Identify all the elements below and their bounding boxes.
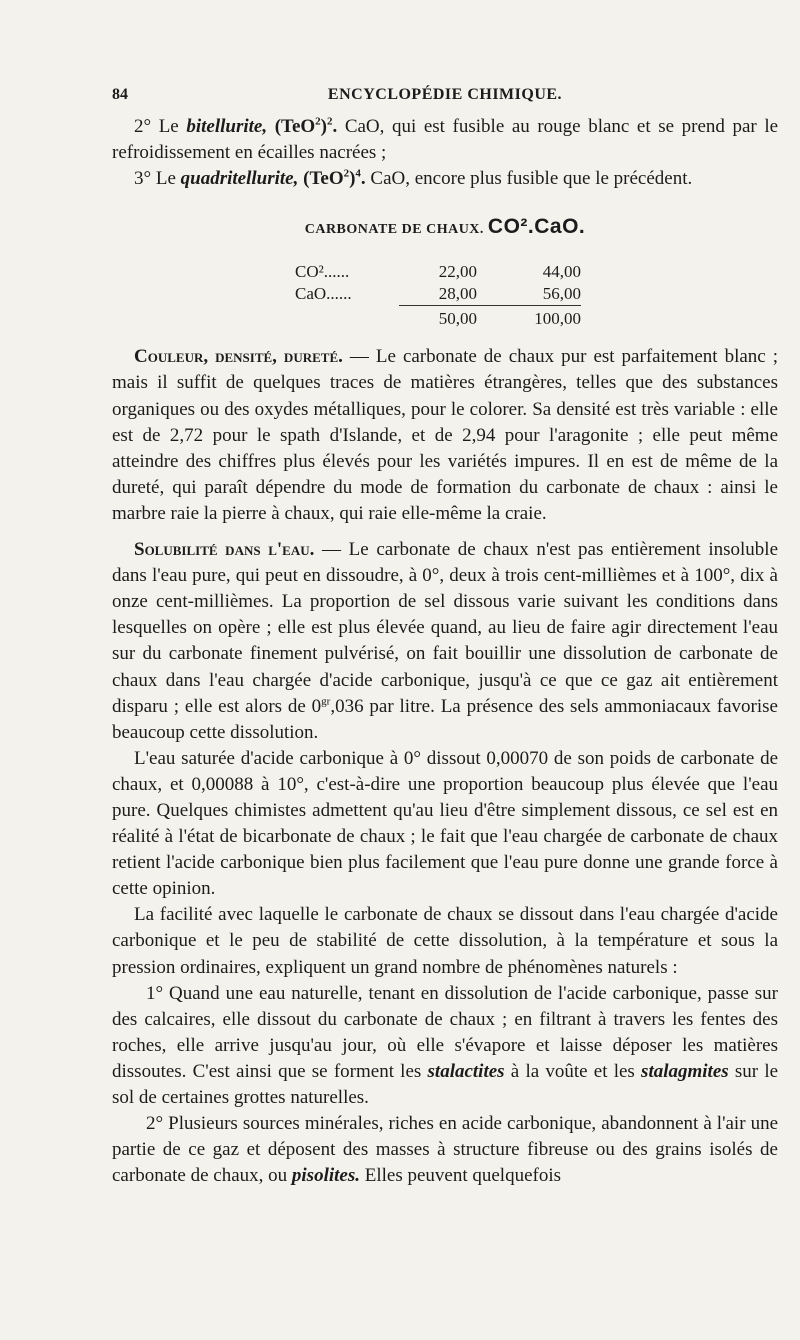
row-value-a: 22,00 [438,262,477,282]
paragraph-sources-minerales [112,1111,778,1189]
paragraph-text: — Le carbonate de chaux n'est pas entièrement insoluble dans l'eau pure, qui peut en dissoudre, à 0°, deux à trois cent-millièmes et à 100°, dix à onze cent-millièmes. La proportion de sel dissous varie suivant les conditions dans lesquelles on opère ; elle est plus élevée quand, au lieu de faire agir directement l'eau sur du carbonate finement pulvérisé, on fait bouillir une dissolution de carbonate de chaux dans l'eau chargée d'acide carbonique, jusqu'à ce que ce gaz ait entièrement disparu ; elle est alors de 0 [112,539,779,717]
paragraph-text: La facilité avec laquelle le carbonate de chaux se dissout dans l'eau chargée d'acide carbonique et le peu de stabilité de cette dissolution, à la température et sous la pression ordinaires, expliquent un grand nombre de phénomènes naturels : [112,904,778,978]
chemical-formula: $(TeO^2)^2$. [274,115,338,137]
compound-name: quadritellurite, [180,168,299,190]
article: Le [158,116,179,137]
paragraph-text: L'eau saturée d'acide carbonique à 0° dissout 0,00070 de son poids de carbonate de chaux, et 0,00088 à 10°, c'est-à-dire une proportion beaucoup plus élevée que l'eau pure. Quelques chimistes admettent qu'au lieu d'être simplement dissous, ce sel est en réalité à l'état de bicarbonate de chaux ; le fait que l'eau chargée de carbonate de chaux retient l'acide carbonique bien plus facilement que l'eau pure donne une grande force à cette opinion. [112,747,778,900]
composition-table [295,261,595,330]
composition-total-row [295,305,595,330]
paragraph-eau-saturee [112,746,778,903]
section-formula: CO².CaO. [487,215,586,239]
list-item-quadritellurite [112,166,778,192]
total-value-a: 50,00 [399,305,477,330]
paragraph-text: 2° Plusieurs sources minérales, riches en acide carbonique, abandonnent à l'air une partie de ce gaz et déposent des masses à structure fibreuse ou des grains isolés de carbonate de chaux, ou [112,1113,778,1187]
paragraph-text: Elles peuvent quelquefois [364,1165,562,1187]
article: Le [155,168,176,190]
paragraph-eau-naturelle [112,981,778,1111]
term-stalactites: stalactites [427,1060,505,1082]
row-value-b: 56,00 [542,284,581,304]
row-value-b: 44,00 [542,262,581,282]
paragraph-text: sur le sol de certaines grottes naturelles. [112,1060,779,1108]
item-text: CaO, qui est fusible au rouge blanc et se prend par le refroidissement en écailles nacrées ; [112,116,779,164]
paragraph-heading: Couleur, densité, dureté. [134,346,343,368]
compound-name: bitellurite, [186,116,268,137]
term-pisolites: pisolites. [291,1165,360,1187]
list-item-bitellurite [112,114,778,166]
item-number: 3° [134,168,152,190]
composition-row [295,261,595,283]
running-title: ENCYCLOPÉDIE CHIMIQUE. [327,86,563,103]
paragraph-solubilite [112,537,778,746]
total-value-b: 100,00 [477,305,581,330]
page-header [112,86,778,110]
paragraph-text: ,036 par litre. La présence des sels ammoniacaux favorise beaucoup cette dissolution. [112,695,778,743]
chemical-formula: $(TeO^2)^4$. [303,167,366,190]
row-label: CO²...... [295,262,350,282]
paragraph-text: à la voûte et les [510,1060,635,1082]
paragraph-couleur [112,344,778,527]
page-body [112,114,778,1189]
paragraph-text: — Le carbonate de chaux pur est parfaitement blanc ; mais il suffit de quelques traces de matières étrangères, telles que des substances organiques ou des oxydes métalliques, pour le colorer. Sa densité est très variable : elle est de 2,72 pour le spath d'Islande, et de 2,94 pour l'aragonite ; elle peut même atteindre des chiffres plus élevés pour les variétés impures. Il en est de même de la dureté, qui paraît dépendre du mode de formation du carbonate de chaux : ainsi le marbre raie la pierre à chaux, qui raie elle-même la craie. [112,346,778,524]
composition-row [295,283,595,305]
section-title-text: CARBONATE DE CHAUX. [304,222,484,238]
row-value-a: 28,00 [438,284,477,304]
unit-superscript: gr [321,695,331,708]
paragraph-facilite [112,902,778,980]
item-text: CaO, encore plus fusible que le précédent. [370,168,693,190]
paragraph-text: 1° Quand une eau naturelle, tenant en dissolution de l'acide carbonique, passe sur des calcaires, elle dissout du carbonate de chaux ; en filtrant à travers les fentes des roches, elle arrive jusqu'au jour, où elle s'évapore et laisse déposer les matières dissoutes. C'est ainsi que se forment les [112,982,778,1082]
page-number: 84 [112,86,128,103]
paragraph-heading: Solubilité dans l'eau. [134,539,315,561]
row-label: CaO...... [295,284,352,304]
item-number: 2° [134,116,152,137]
term-stalagmites: stalagmites [641,1060,729,1082]
section-title [112,214,778,243]
